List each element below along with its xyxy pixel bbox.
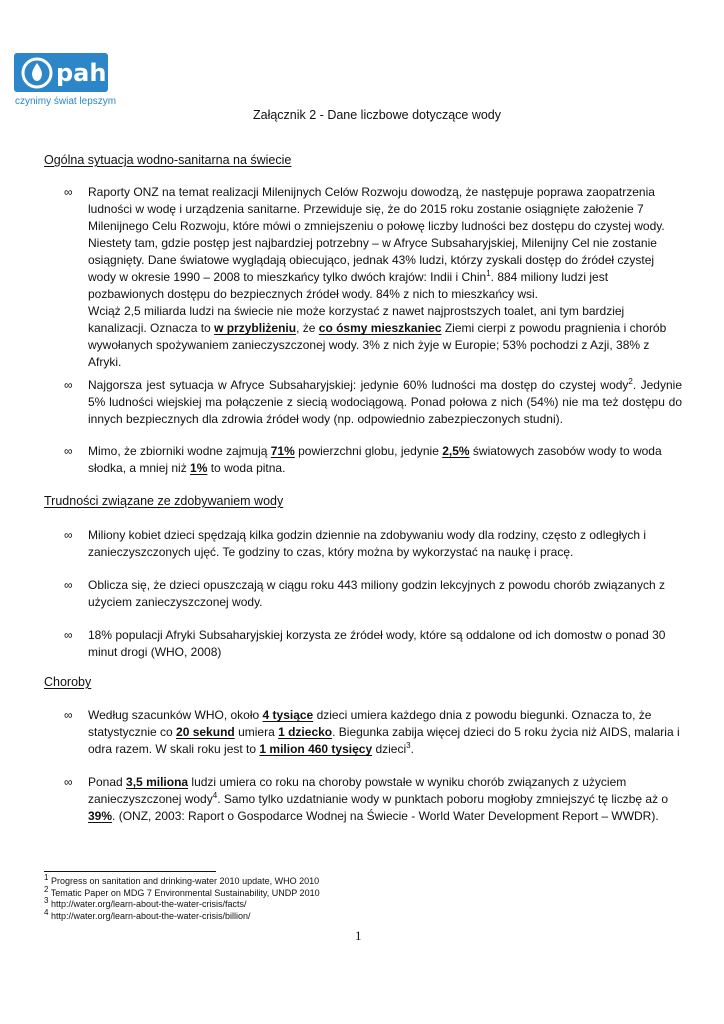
list-item — [64, 527, 682, 561]
list-item — [64, 707, 682, 758]
bullet: ∞ — [64, 578, 73, 592]
list-item-text: Raporty ONZ na temat realizacji Milenijnych Celów Rozwoju dowodzą, że następuje poprawa zaopatrzenia ludności w wodę i urządzenia sanitarne. Przewiduje się, że do 2015 roku zostanie osiągnięte założenie 7 Milenijnego Celu Rozwoju, które mówi o zmniejszeniu o połowę liczby ludności bez dostępu do czystej wody. Niestety tam, gdzie postęp jest najbardziej potrzebny – w Afryce Subsaharyjskiej, Milenijny Cel nie zostanie osiągnięty. Dane światowe wyglądają obiecująco, jednak 43% ludzi, którzy zyskali dostęp do źródeł czystej wody w okresie 1990 – 2008 to mieszkańcy tylko dwóch krajów: Indii i Chin$^1$. 884 miliony ludzi jest pozbawionych dostępu do bezpiecznych źródeł wody. 84% z nich to mieszkańcy wsi. Wciąż 2,5 miliarda ludzi na świecie nie może korzystać z nawet najprostszych toalet, ani tym bardziej kanalizacji. Oznacza to w przybliżeniu, że co ósmy mieszkaniec Ziemi cierpi z powodu pragnienia i chorób wywołanych spożywaniem zanieczyszczonej wody. 3% z nich żyje w Europie; 53% pochodzi z Azji, 38% z Afryki. — [88, 185, 667, 369]
bullet: ∞ — [64, 378, 73, 392]
footnote: $^1$ Progress on sanitation and drinking-water 2010 update, WHO 2010 — [44, 873, 320, 886]
section-heading-situation: Ogólna sytuacja wodno-sanitarna na świecie — [44, 153, 292, 167]
list-item — [64, 577, 682, 611]
pah-logo — [14, 53, 108, 92]
logo-tagline: czynimy świat lepszym — [15, 96, 117, 107]
page-number: 1 — [355, 928, 362, 943]
list-item — [64, 377, 682, 428]
footnote: $^4$ http://water.org/learn-about-the-water-crisis/billion/ — [44, 907, 251, 921]
page-title: Załącznik 2 - Dane liczbowe dotyczące wody — [252, 108, 502, 122]
list-item-text: Ponad 3,5 miliona ludzi umiera co roku na choroby powstałe w wyniku chorób związanych z użyciem zanieczyszczonej wody$^4$. Samo tylko uzdatnianie wody w punktach poboru mogłoby zmniejszyć tę liczbę aż o 39%. (ONZ, 2003: Raport o Gospodarce Wodnej na Świecie - World Water Development Report – WWDR). — [88, 775, 669, 823]
list-item — [64, 627, 682, 661]
bullet: ∞ — [64, 628, 73, 642]
section-heading-difficulties: Trudności związane ze zdobywaniem wody — [44, 494, 284, 508]
footnote: $^2$ Tematic Paper on MDG 7 Environmental Sustainability, UNDP 2010 — [44, 884, 320, 898]
list-item-text: Miliony kobiet dzieci spędzają kilka godzin dziennie na zdobywaniu wody dla rodziny, często z odległych i zanieczyszczonych ujęć. Te godziny to czas, który można by wykorzystać na naukę i pracę. — [88, 528, 647, 559]
bullet: ∞ — [64, 775, 73, 789]
footnote: $^3$ http://water.org/learn-about-the-water-crisis/facts/ — [44, 896, 247, 909]
water-drop-logo-icon — [20, 56, 54, 90]
list-item — [64, 774, 682, 825]
section-heading-diseases: Choroby — [44, 675, 92, 689]
list-item-text: Według szacunków WHO, około 4 tysiące dzieci umiera każdego dnia z powodu biegunki. Oznacza to, że statystycznie co 20 sekund umiera 1 dziecko. Biegunka zabija więcej dzieci do 5 roku życia niż AIDS, malaria i odra razem. W skali roku jest to 1 milion 460 tysięcy dzieci$^3$. — [88, 708, 680, 756]
list-item — [64, 443, 682, 477]
bullet: ∞ — [64, 185, 73, 199]
footnote-divider — [44, 871, 216, 872]
logo-text: pah — [56, 58, 107, 87]
list-item-text: Najgorsza jest sytuacja w Afryce Subsaharyjskiej: jedynie 60% ludności ma dostęp do czystej wody$^2$. Jedynie 5% ludności wiejskiej ma połączenie z siecią wodociągową. Ponad połowa z nich (54%) nie ma też dostępu do innych bezpiecznych dla zdrowia źródeł wody (np. odpowiednio zabezpieczonych studni). — [88, 377, 682, 426]
list-item — [64, 184, 682, 371]
bullet: ∞ — [64, 528, 73, 542]
footnotes — [44, 873, 320, 922]
list-item-text: Oblicza się, że dzieci opuszczają w ciągu roku 443 miliony godzin lekcyjnych z powodu chorób związanych z użyciem zanieczyszczonej wody. — [88, 578, 665, 609]
bullet: ∞ — [64, 444, 73, 458]
list-item-text: Mimo, że zbiorniki wodne zajmują 71% powierzchni globu, jedynie 2,5% światowych zasobów wody to woda słodka, a mniej niż 1% to woda pitna. — [88, 444, 662, 475]
list-item-text: 18% populacji Afryki Subsaharyjskiej korzysta ze źródeł wody, które są oddalone od ich domostw o ponad 30 minut drogi (WHO, 2008) — [88, 628, 666, 659]
bullet: ∞ — [64, 708, 73, 722]
